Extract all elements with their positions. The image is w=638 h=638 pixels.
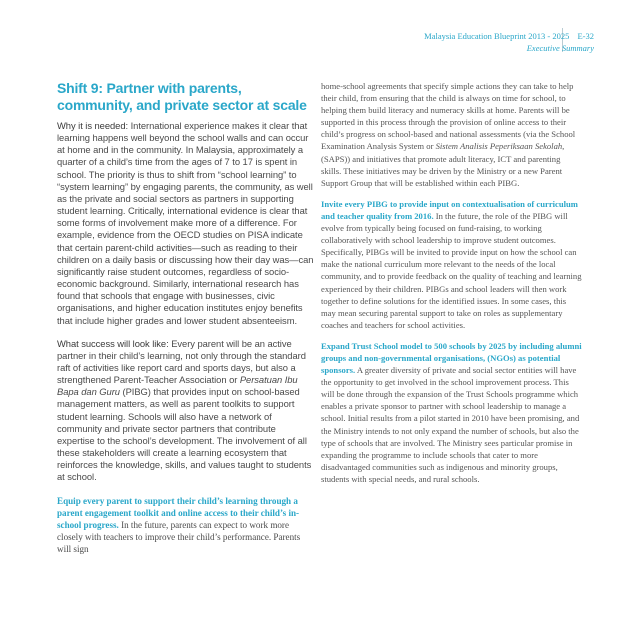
- page-number: E-32: [577, 31, 594, 41]
- trust-school-lead: Expand Trust School model to 500 schools by 2025 by including alumni groups and non-governmental organisations, (NGOs) as potential sponsors.: [321, 340, 582, 376]
- p1-italic: Sistem Analisis Peperiksaan Sekolah: [435, 141, 563, 152]
- left-column: [57, 80, 315, 555]
- pibg-body: In the future, the role of the PIBG will evolve from typically being focused on fund-raising, to working collaboratively with school leadership to improve student outcomes. Specifically, PIBGs will be invited to provide input on how the school can make the national curriculum more relevant to the needs of the local community, and to provide feedback on the quality of teaching and learning experienced by their children. PIBGs and school leaders will then work together to define solutions for the identified issues. In some cases, this may mean securing parental support to take on roles as supplementary coaches and teachers for school activities.: [321, 210, 582, 330]
- p1-b: , (SAPS)) and initiatives that promote adult literacy, ICT and parenting skills. These initiatives may be driven by the Ministry or a new Parent Support Group that will be established within each PIBG.: [321, 141, 565, 188]
- success-body-1: Every parent will be an active partner in their child’s learning, not only through the standard raft of activities like report card and sports days, but also a strengthened Parent-Teacher Association or: [57, 337, 306, 386]
- equip-body: In the future, parents can expect to work more closely with teachers to improve their child’s performance. Parents will sign: [57, 519, 301, 555]
- success-body-2: (PIBG) that provides input on school-based management matters, as well as parent toolkits to support student learning. Schools will also have a network of community and private sector partners that contribute expertise to the school’s development. The involvement of all these stakeholders will create a learning ecosystem that reinforces the knowledge, skills, and values taught to students at school.: [57, 386, 312, 483]
- pibg-paragraph: [321, 198, 582, 331]
- section-subtitle: Executive Summary: [526, 43, 594, 53]
- equip-paragraph: [57, 495, 315, 556]
- pibg-lead: Invite every PIBG to provide input on contextualisation of curriculum and teacher quality from 2016.: [321, 198, 578, 221]
- equip-lead: Equip every parent to support their child’s learning through a parent engagement toolkit and online access to their child’s in-school progress.: [57, 495, 300, 530]
- why-lead: Why it is needed:: [57, 120, 129, 131]
- success-paragraph: [57, 338, 315, 484]
- why-body: International experience makes it clear that learning happens well beyond the school walls and can occur at home and in the community. In Malaysia, approximately a quarter of a child’s time from the ages of 7 to 17 is spent in school. The priority is thus to shift from “school learning” to “system learning” by engaging parents, the community, as well as the private and social sectors as partners in supporting student learning. Critically, international evidence is clear that some forms of involvement make more of a difference. For example, evidence from the OECD studies on PISA indicate that certain parent-child activities—such as reading to their children on a daily basis or discussing how their day was—can significantly raise student outcomes, regardless of socio-economic background. Similarly, international research has found that schools that engage with businesses, civic organisations, and higher education institutes enjoy benefits that include higher grades and lower student absenteeism.: [57, 120, 314, 326]
- running-header: [334, 30, 594, 54]
- publication-title: Malaysia Education Blueprint 2013 - 2025: [424, 31, 570, 41]
- success-italic: Persatuan Ibu Bapa dan Guru: [57, 374, 298, 398]
- p1-a: home-school agreements that specify simple actions they can take to help their child, from ensuring that the child is always on time for school, to helping them build literacy and numeracy skills at home. Parents will be supported in this process through the provision of online access to their child’s progress on school-based and national assessments (via the School Examination Analysis System or: [321, 81, 576, 152]
- right-column: [321, 80, 582, 494]
- trust-school-paragraph: [321, 340, 582, 485]
- section-heading: Shift 9: Partner with parents, community, and private sector at scale: [57, 80, 307, 113]
- agreements-paragraph: [321, 80, 582, 189]
- why-paragraph: [57, 120, 315, 327]
- success-lead: What success will look like:: [57, 337, 169, 349]
- trust-school-body: A greater diversity of private and social sector entities will have the opportunity to get involved in the school improvement process. This will be done through the expansion of the Trust Schools programme which enables a private sponsor to partner with school leadership to manage a school. Initial results from a pilot started in 2010 have been promising, and the Ministry intends to not only expand the number of schools, but also the type of schools that are involved. The Ministry sees particular promise in expanding the programme to include schools that cater to more disadvantaged communities such as indigenous and minority groups, students with special needs, and rural schools.: [321, 365, 580, 484]
